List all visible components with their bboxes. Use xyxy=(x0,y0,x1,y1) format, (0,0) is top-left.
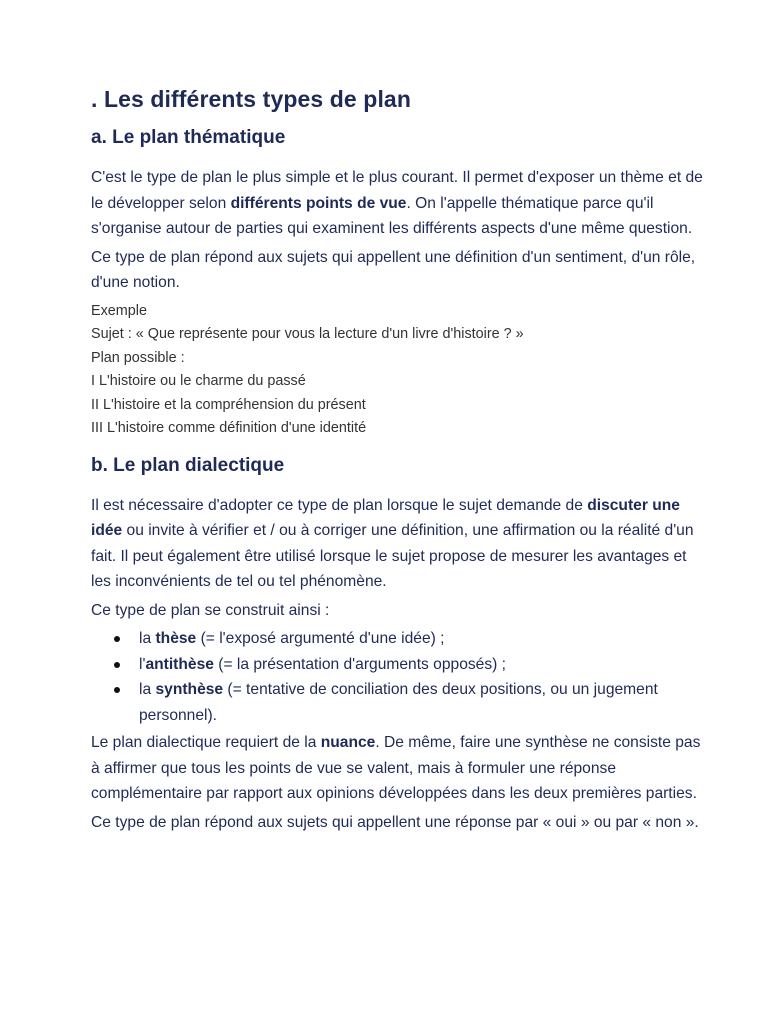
page-title: . Les différents types de plan xyxy=(91,86,411,112)
example-part: III L'histoire comme définition d'une identité xyxy=(91,420,367,436)
emphasis: discuter une idée xyxy=(91,496,680,539)
example-block xyxy=(91,300,708,441)
emphasis: nuance xyxy=(320,734,376,751)
example-subject: Sujet : « Que représente pour vous la lecture d'un livre d'histoire ? » xyxy=(91,326,524,342)
text: Il est nécessaire d'adopter ce type de plan lorsque le sujet demande de xyxy=(91,496,588,514)
section-b-paragraph-2: Ce type de plan se construit ainsi : xyxy=(91,601,330,619)
emphasis: différents points de vue xyxy=(230,194,407,212)
text: (= tentative de conciliation des deux positions, ou un jugement personnel). xyxy=(139,681,658,724)
text: la xyxy=(139,630,156,647)
text: . De même, faire une synthèse ne consiste pas à affirmer que tous les points de vue se valent, mais à formuler une réponse complémentaire par rapport aux opinions développées dans les deux premières parties. xyxy=(91,734,701,802)
text: ou invite à vérifier et / ou à corriger une définition, une affirmation ou la réalité d'un fait. Il peut également être utilisé lorsque le sujet propose de mesurer les avantages et les inconvénients de tel ou tel phénomène. xyxy=(91,522,694,590)
example-part: I L'histoire ou le charme du passé xyxy=(91,373,306,389)
section-b-heading: b. Le plan dialectique xyxy=(91,454,285,476)
section-b-paragraph-1 xyxy=(91,493,708,595)
example-plan-label: Plan possible : xyxy=(91,349,185,366)
section-a-paragraph-1 xyxy=(91,165,708,242)
bullet-icon xyxy=(114,636,120,642)
section-a-paragraph-2: Ce type de plan répond aux sujets qui appellent une définition d'un sentiment, d'un rôle, d'une notion. xyxy=(91,248,696,291)
section-b-paragraph-3 xyxy=(91,730,708,807)
bullet-list xyxy=(91,626,708,728)
text: l' xyxy=(139,655,146,673)
text: (= l'exposé argumenté d'une idée) ; xyxy=(196,630,445,647)
text: la xyxy=(139,681,156,698)
example-part: II L'histoire et la compréhension du présent xyxy=(91,396,366,413)
emphasis: thèse xyxy=(155,630,197,647)
emphasis: synthèse xyxy=(155,681,224,698)
text: Le plan dialectique requiert de la xyxy=(91,734,321,751)
text: (= la présentation d'arguments opposés) ; xyxy=(213,655,506,673)
section-a-heading: a. Le plan thématique xyxy=(91,127,286,148)
example-label: Exemple xyxy=(91,302,147,319)
bullet-icon xyxy=(114,687,120,693)
list-item xyxy=(139,626,708,652)
emphasis: antithèse xyxy=(145,655,214,673)
text: C'est le type de plan le plus simple et le plus courant. Il permet d'exposer un thème et de le développer selon xyxy=(91,169,703,212)
text: . On l'appelle thématique parce qu'il s'organise autour de parties qui examinent les différents aspects d'une même question. xyxy=(91,194,693,237)
list-item xyxy=(139,652,708,678)
section-b-paragraph-4: Ce type de plan répond aux sujets qui appellent une réponse par « oui » ou par « non ». xyxy=(91,813,699,831)
list-item xyxy=(139,677,708,728)
bullet-icon xyxy=(114,662,120,668)
